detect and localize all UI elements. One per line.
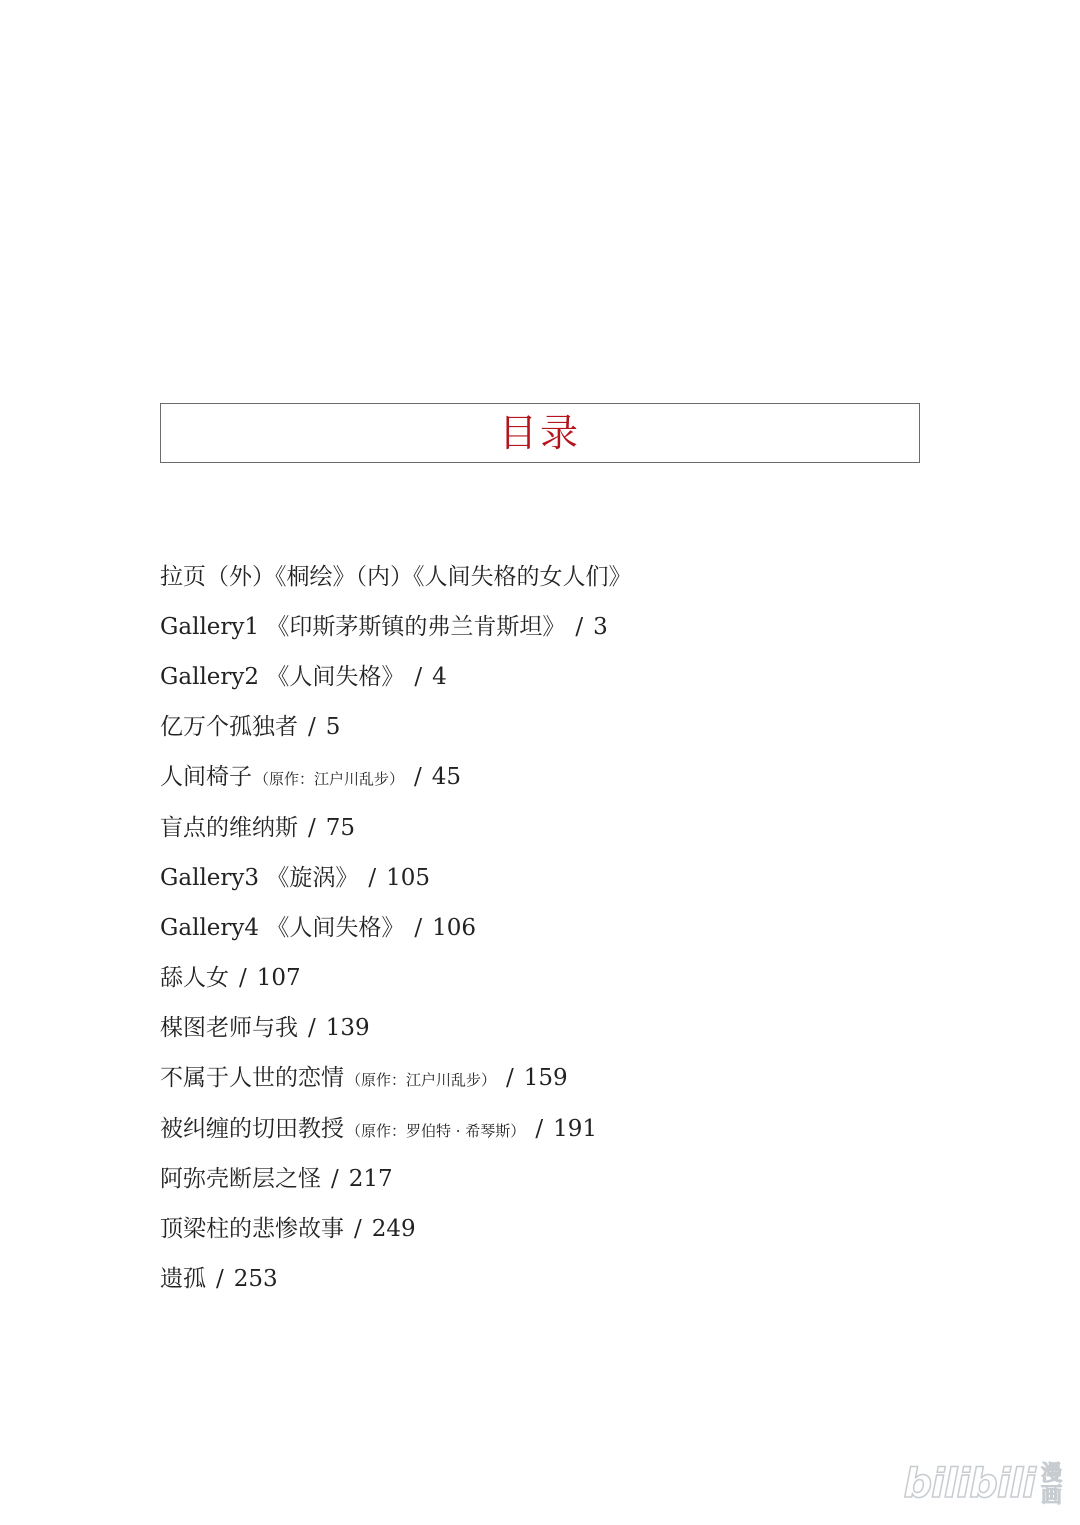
- toc-entry-note: （原作：江户川乱步）: [346, 1071, 497, 1090]
- toc-entry-separator: /: [354, 1216, 362, 1243]
- toc-entry-note: （原作：罗伯特 · 希琴斯）: [346, 1121, 526, 1140]
- toc-entry[interactable]: [160, 1054, 632, 1104]
- toc-entry-separator: /: [216, 1266, 224, 1293]
- toc-entry-title: 不属于人世的恋情: [160, 1065, 344, 1092]
- toc-entry-separator: /: [414, 764, 422, 791]
- toc-entry-page-number: 139: [325, 1015, 370, 1042]
- toc-entry-separator: /: [239, 965, 247, 992]
- toc-entry-separator: /: [535, 1115, 544, 1142]
- toc-entry-title: 阿弥壳断层之怪: [160, 1165, 321, 1192]
- toc-entry[interactable]: [160, 954, 632, 1004]
- bilibili-logo: bilibili: [903, 1461, 1035, 1507]
- toc-entry-separator: /: [331, 1165, 339, 1192]
- toc-entry[interactable]: [160, 602, 632, 652]
- toc-entry-page-number: 75: [325, 814, 356, 841]
- toc-entry-page-number: 4: [432, 663, 447, 690]
- toc-entry-title: 遗孤: [160, 1266, 206, 1293]
- toc-entry[interactable]: [160, 1104, 632, 1154]
- toc-entry[interactable]: [160, 753, 632, 803]
- manga-label-top: 漫: [1041, 1460, 1062, 1485]
- toc-entry[interactable]: [160, 1004, 632, 1054]
- toc-entry-title: Gallery2 《人间失格》: [160, 663, 405, 690]
- toc-entry-separator: /: [575, 613, 584, 640]
- toc-entry-title: 拉页（外）《桐绘》（内）《人间失格的女人们》: [160, 563, 632, 590]
- toc-entry-title: 楳图老师与我: [160, 1015, 298, 1042]
- toc-entry[interactable]: [160, 903, 632, 953]
- manga-label: [1041, 1462, 1062, 1506]
- toc-entry[interactable]: [160, 853, 632, 903]
- toc-entry-separator: /: [308, 1015, 316, 1042]
- toc-entry[interactable]: [160, 1154, 632, 1204]
- toc-entry[interactable]: [160, 552, 632, 602]
- toc-entry[interactable]: [160, 652, 632, 702]
- toc-entry-note: （原作：江户川乱步）: [254, 770, 405, 789]
- toc-entry-page-number: 217: [348, 1165, 393, 1192]
- toc-entry-page-number: 3: [593, 613, 608, 640]
- toc-entry-title: 被纠缠的切田教授: [160, 1115, 344, 1142]
- toc-entry-page-number: 106: [432, 914, 476, 941]
- toc-entry-page-number: 5: [325, 714, 341, 741]
- toc-entry-title: 人间椅子: [160, 764, 252, 791]
- toc-entry-title: Gallery4 《人间失格》: [160, 914, 405, 941]
- toc-entry[interactable]: [160, 1255, 632, 1305]
- toc-entry-title: Gallery1 《印斯茅斯镇的弗兰肯斯坦》: [160, 613, 566, 640]
- toc-entry[interactable]: [160, 703, 632, 753]
- toc-entry-separator: /: [414, 914, 423, 941]
- bilibili-watermark: [903, 1461, 1062, 1507]
- toc-entry[interactable]: [160, 1204, 632, 1254]
- toc-entry-page-number: 107: [256, 965, 301, 992]
- toc-entry-title: 盲点的维纳斯: [160, 814, 298, 841]
- toc-entry-separator: /: [506, 1065, 514, 1092]
- toc-entry-title: 顶梁柱的悲惨故事: [160, 1216, 344, 1243]
- toc-entry-title: Gallery3 《旋涡》: [160, 864, 359, 891]
- table-of-contents: [160, 552, 632, 1305]
- toc-entry-page-number: 45: [431, 764, 462, 791]
- toc-entry-separator: /: [414, 663, 423, 690]
- toc-entry-page-number: 253: [233, 1266, 278, 1293]
- toc-entry-title: 亿万个孤独者: [160, 714, 298, 741]
- toc-entry-page-number: 249: [371, 1216, 416, 1243]
- toc-entry-separator: /: [308, 814, 316, 841]
- toc-title-box: [160, 403, 920, 463]
- toc-entry-separator: /: [368, 864, 377, 891]
- toc-entry-title: 舔人女: [160, 965, 229, 992]
- page-title: 目录: [498, 411, 581, 455]
- manga-label-bottom: 画: [1041, 1483, 1062, 1507]
- toc-entry[interactable]: [160, 803, 632, 853]
- toc-entry-page-number: 105: [386, 864, 430, 891]
- toc-entry-separator: /: [308, 714, 316, 741]
- toc-entry-page-number: 191: [553, 1115, 597, 1142]
- toc-entry-page-number: 159: [523, 1065, 568, 1092]
